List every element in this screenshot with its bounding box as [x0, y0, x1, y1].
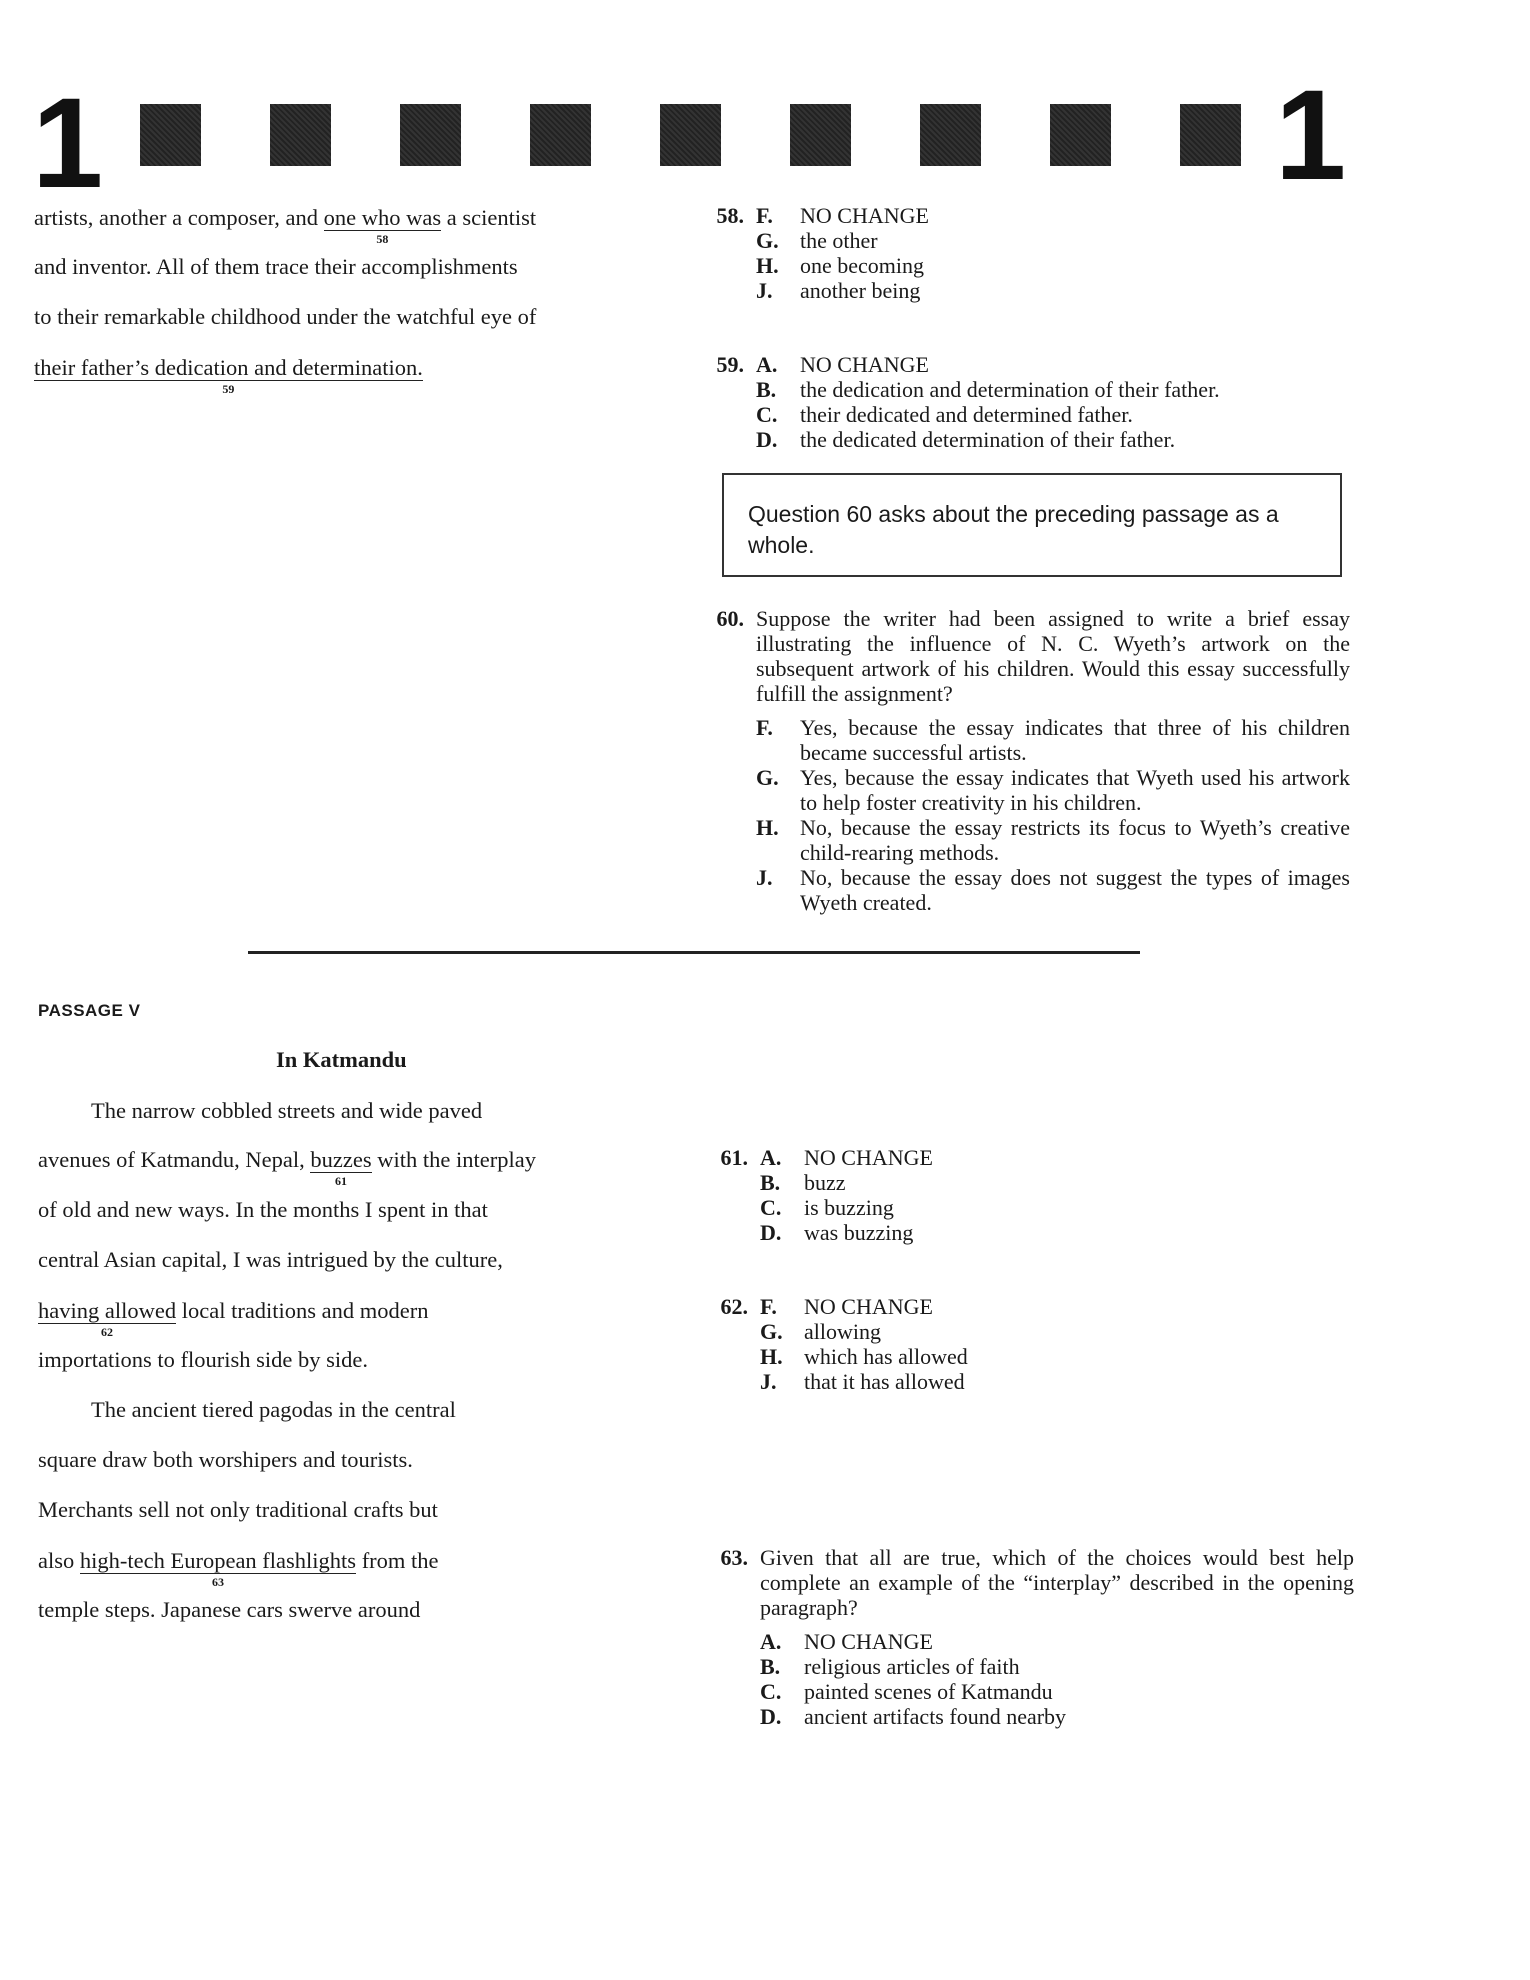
- header-block: [140, 104, 201, 166]
- question-ref-number: 62: [101, 1325, 114, 1339]
- passage-line: of old and new ways. In the months I spent in that: [38, 1197, 488, 1222]
- underlined-segment-62: [38, 1298, 177, 1339]
- passage-text: avenues of Katmandu, Nepal,: [38, 1147, 311, 1172]
- question-number: 61.: [720, 1145, 748, 1170]
- underlined-text: high-tech European flashlights: [79, 1548, 357, 1573]
- passage-line: The narrow cobbled streets and wide paved: [91, 1098, 483, 1123]
- passage-text: also: [38, 1548, 80, 1573]
- option-letter: G.: [756, 228, 779, 253]
- option-c[interactable]: [760, 1679, 1354, 1704]
- question-note-box: [722, 473, 1342, 577]
- option-text: the other: [800, 228, 878, 253]
- option-j[interactable]: [756, 865, 1350, 915]
- option-text: NO CHANGE: [800, 203, 929, 228]
- option-letter: H.: [760, 1344, 783, 1369]
- passage-line: importations to flourish side by side.: [38, 1347, 368, 1372]
- header-block: [1180, 104, 1241, 166]
- question-ref-number: 63: [211, 1575, 224, 1589]
- option-letter: H.: [756, 253, 779, 278]
- option-d[interactable]: [756, 427, 1356, 452]
- question-stem: Suppose the writer had been assigned to write a brief essay illustrating the influence of N. C. Wyeth’s artwork on the subsequent artwork of his children. Would this essay successfully fulfill the assignment?: [756, 606, 1350, 706]
- passage-title: In Katmandu: [276, 1047, 407, 1072]
- passage-line: temple steps. Japanese cars swerve around: [38, 1597, 421, 1622]
- option-b[interactable]: [756, 377, 1356, 402]
- question-stem: Given that all are true, which of the choices would best help complete an example of the “interplay” described in the opening paragraph?: [760, 1545, 1354, 1620]
- option-text: another being: [800, 278, 921, 303]
- option-text: the dedication and determination of their father.: [800, 377, 1220, 402]
- option-letter: A.: [756, 352, 778, 377]
- option-text: was buzzing: [804, 1220, 914, 1245]
- underlined-text: their father’s dedication and determination.: [34, 355, 423, 380]
- option-letter: J.: [756, 278, 773, 303]
- underlined-segment-59: [34, 355, 423, 396]
- underlined-text: one who was: [323, 205, 442, 230]
- options-list: [756, 203, 1336, 303]
- option-a[interactable]: [756, 352, 1356, 377]
- option-text: which has allowed: [804, 1344, 968, 1369]
- option-text: NO CHANGE: [804, 1145, 933, 1170]
- header-block: [400, 104, 461, 166]
- option-text: buzz: [804, 1170, 846, 1195]
- option-d[interactable]: [760, 1704, 1354, 1729]
- option-text: NO CHANGE: [804, 1629, 933, 1654]
- option-text: No, because the essay restricts its focus to Wyeth’s creative child-rearing methods.: [800, 815, 1350, 865]
- question-body: [760, 1545, 1354, 1729]
- option-d[interactable]: [760, 1220, 1340, 1245]
- option-letter: D.: [756, 427, 778, 452]
- option-g[interactable]: [760, 1319, 1340, 1344]
- option-j[interactable]: [760, 1369, 1340, 1394]
- underlined-text: buzzes: [310, 1147, 372, 1172]
- option-letter: D.: [760, 1220, 782, 1245]
- question-number: 59.: [716, 352, 744, 377]
- header-block: [270, 104, 331, 166]
- option-h[interactable]: [756, 253, 1336, 278]
- passage-line: to their remarkable childhood under the watchful eye of: [34, 304, 537, 329]
- option-letter: J.: [760, 1369, 777, 1394]
- passage-text: local traditions and modern: [176, 1298, 429, 1323]
- header-block: [790, 104, 851, 166]
- option-b[interactable]: [760, 1170, 1340, 1195]
- question-ref-number: 61: [335, 1174, 348, 1188]
- header-block: [530, 104, 591, 166]
- passage-line: [34, 355, 423, 396]
- options-list: [760, 1294, 1340, 1394]
- option-text: No, because the essay does not suggest the types of images Wyeth created.: [800, 865, 1350, 915]
- option-letter: A.: [760, 1145, 782, 1170]
- option-letter: C.: [756, 402, 778, 427]
- option-text: Yes, because the essay indicates that three of his children became successful artists.: [800, 715, 1350, 765]
- header-block: [920, 104, 981, 166]
- question-ref-number: 58: [376, 232, 389, 246]
- option-text: the dedicated determination of their father.: [800, 427, 1176, 452]
- passage-line: square draw both worshipers and tourists.: [38, 1447, 413, 1472]
- section-number-right: 1: [1275, 64, 1347, 207]
- option-j[interactable]: [756, 278, 1336, 303]
- option-text: their dedicated and determined father.: [800, 402, 1133, 427]
- passage-text: from the: [356, 1548, 439, 1573]
- options-list: [760, 1629, 1354, 1729]
- option-letter: J.: [756, 865, 773, 890]
- underlined-segment-63: [79, 1548, 357, 1589]
- option-letter: B.: [760, 1654, 781, 1679]
- option-text: ancient artifacts found nearby: [804, 1704, 1067, 1729]
- option-letter: H.: [756, 815, 779, 840]
- question-number: 62.: [720, 1294, 748, 1319]
- options-list: [756, 715, 1350, 915]
- option-a[interactable]: [760, 1145, 1340, 1170]
- option-f[interactable]: [760, 1294, 1340, 1319]
- option-h[interactable]: [756, 815, 1350, 865]
- question-number: 60.: [716, 606, 744, 631]
- passage-label: PASSAGE V: [38, 1001, 141, 1020]
- option-c[interactable]: [756, 402, 1356, 427]
- option-g[interactable]: [756, 228, 1336, 253]
- passage-text: with the interplay: [371, 1147, 536, 1172]
- header-block: [660, 104, 721, 166]
- option-text: is buzzing: [804, 1195, 894, 1220]
- option-letter: B.: [760, 1170, 781, 1195]
- option-h[interactable]: [760, 1344, 1340, 1369]
- option-g[interactable]: [756, 765, 1350, 815]
- option-text: Yes, because the essay indicates that Wyeth used his artwork to help foster creativity in his children.: [800, 765, 1350, 815]
- passage-line: central Asian capital, I was intrigued by the culture,: [38, 1247, 503, 1272]
- option-text: religious articles of faith: [804, 1654, 1020, 1679]
- option-letter: G.: [756, 765, 779, 790]
- options-list: [760, 1145, 1340, 1245]
- option-text: allowing: [804, 1319, 881, 1344]
- option-c[interactable]: [760, 1195, 1340, 1220]
- passage-line: The ancient tiered pagodas in the central: [91, 1397, 456, 1422]
- question-note-text: Question 60 asks about the preceding passage as a whole.: [748, 501, 1279, 558]
- option-f[interactable]: [756, 715, 1350, 765]
- option-letter: F.: [760, 1294, 777, 1319]
- question-body: [756, 606, 1350, 915]
- option-letter: A.: [760, 1629, 782, 1654]
- header-block: [1050, 104, 1111, 166]
- question-number: 58.: [716, 203, 744, 228]
- passage-text: a scientist: [441, 205, 537, 230]
- option-letter: B.: [756, 377, 777, 402]
- options-list: [756, 352, 1356, 452]
- option-f[interactable]: [756, 203, 1336, 228]
- passage-line: [38, 1548, 439, 1589]
- option-text: NO CHANGE: [804, 1294, 933, 1319]
- passage-line: [38, 1147, 536, 1188]
- option-letter: F.: [756, 715, 773, 740]
- option-b[interactable]: [760, 1654, 1354, 1679]
- option-letter: C.: [760, 1195, 782, 1220]
- passage-line: and inventor. All of them trace their accomplishments: [34, 254, 518, 279]
- question-ref-number: 59: [222, 382, 235, 396]
- passage-line: [34, 205, 537, 246]
- passage-line: Merchants sell not only traditional crafts but: [38, 1497, 438, 1522]
- underlined-text: having allowed: [38, 1298, 177, 1323]
- option-letter: G.: [760, 1319, 783, 1344]
- passage-line: [38, 1298, 429, 1339]
- option-a[interactable]: [760, 1629, 1354, 1654]
- underlined-segment-58: [323, 205, 442, 246]
- option-text: one becoming: [800, 253, 925, 278]
- option-text: painted scenes of Katmandu: [804, 1679, 1053, 1704]
- question-number: 63.: [720, 1545, 748, 1570]
- passage-text: artists, another a composer, and: [34, 205, 324, 230]
- section-number-left: 1: [32, 72, 104, 215]
- underlined-segment-61: [310, 1147, 372, 1188]
- option-text: NO CHANGE: [800, 352, 929, 377]
- option-letter: D.: [760, 1704, 782, 1729]
- option-letter: F.: [756, 203, 773, 228]
- option-text: that it has allowed: [804, 1369, 965, 1394]
- option-letter: C.: [760, 1679, 782, 1704]
- passage-divider: [248, 951, 1140, 954]
